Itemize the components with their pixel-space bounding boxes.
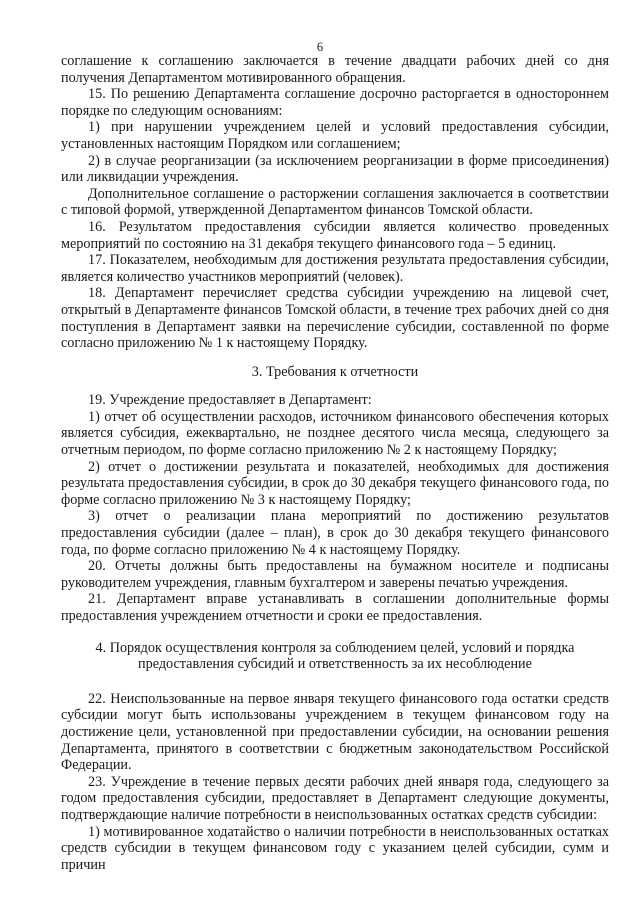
paragraph-21: 21. Департамент вправе устанавливать в соглашении дополнительные формы предоставления учреждением отчетности и сроки ее предоставления. xyxy=(61,591,609,624)
paragraph-termination-agreement: Дополнительное соглашение о расторжении соглашения заключается в соответствии с типовой формой, утвержденной Департаментом финансов Томской области. xyxy=(61,185,609,219)
paragraph-15: 15. По решению Департамента соглашение досрочно расторгается в одностороннем порядке по следующим основаниям: xyxy=(61,86,609,119)
paragraph-16: 16. Результатом предоставления субсидии является количество проведенных мероприятий по состоянию на 31 декабря текущего финансового года – 5 единиц. xyxy=(61,218,609,252)
section-4-heading: 4. Порядок осуществления контроля за соблюдением целей, условий и порядка предоставления субсидий и ответственность за их несоблюдение xyxy=(95,639,575,673)
document-body xyxy=(61,53,609,873)
paragraph-continuation: соглашение к соглашению заключается в течение двадцати рабочих дней со дня получения Департаментом мотивированного обращения. xyxy=(61,53,609,86)
paragraph-18: 18. Департамент перечисляет средства субсидии учреждению на лицевой счет, открытый в Департаменте финансов Томской области, в течение трех рабочих дней со дня поступления в Департамент заявки на перечисление субсидии, составленной по форме согласно приложению № 1 к настоящему Порядку. xyxy=(61,285,609,352)
paragraph-22: 22. Неиспользованные на первое января текущего финансового года остатки средств субсидии могут быть использованы учреждением в текущем финансовом году на достижение цели, установленной при предоставлении субсидии, на основании решения Департамента, принятого в соответствии с бюджетным законодательством Российской Федерации. xyxy=(61,690,609,774)
paragraph-15-item-2: 2) в случае реорганизации (за исключением реорганизации в форме присоединения) или ликвидации учреждения. xyxy=(61,152,609,186)
paragraph-19-item-1: 1) отчет об осуществлении расходов, источником финансового обеспечения которых является субсидия, ежеквартально, не позднее десятого числа месяца, следующего за отчетным периодом, по форме согласно приложению № 2 к настоящему Порядку; xyxy=(61,408,609,459)
paragraph-23-item-1: 1) мотивированное ходатайство о наличии потребности в неиспользованных остатках средств субсидии в текущем финансовом году с указанием целей субсидии, сумм и причин xyxy=(61,823,609,873)
paragraph-19: 19. Учреждение предоставляет в Департамент: xyxy=(88,392,372,409)
page-number: 6 xyxy=(316,40,324,54)
paragraph-17: 17. Показателем, необходимым для достижения результата предоставления субсидии, является количество участников мероприятий (человек). xyxy=(61,252,609,285)
paragraph-20: 20. Отчеты должны быть предоставлены на бумажном носителе и подписаны руководителем учреждения, главным бухгалтером и заверены печатью учреждения. xyxy=(61,558,609,591)
paragraph-19-item-3: 3) отчет о реализации плана мероприятий по достижению результатов предоставления субсидии (далее – план), в срок до 30 декабря текущего финансового года, по форме согласно приложению № 4 к настоящему Порядку. xyxy=(61,508,609,558)
paragraph-23: 23. Учреждение в течение первых десяти рабочих дней января года, следующего за годом предоставления субсидии, предоставляет в Департамент следующие документы, подтверждающие наличие потребности в неиспользованных остатках средств субсидии: xyxy=(61,773,609,823)
paragraph-15-item-1: 1) при нарушении учреждением целей и условий предоставления субсидии, установленных настоящим Порядком или соглашением; xyxy=(61,119,609,152)
section-3-heading: 3. Требования к отчетности xyxy=(251,363,419,380)
paragraph-19-item-2: 2) отчет о достижении результата и показателей, необходимых для достижения результата предоставления субсидии, в срок до 30 декабря текущего финансового года, по форме согласно приложению № 3 к настоящему Порядку; xyxy=(61,458,609,508)
